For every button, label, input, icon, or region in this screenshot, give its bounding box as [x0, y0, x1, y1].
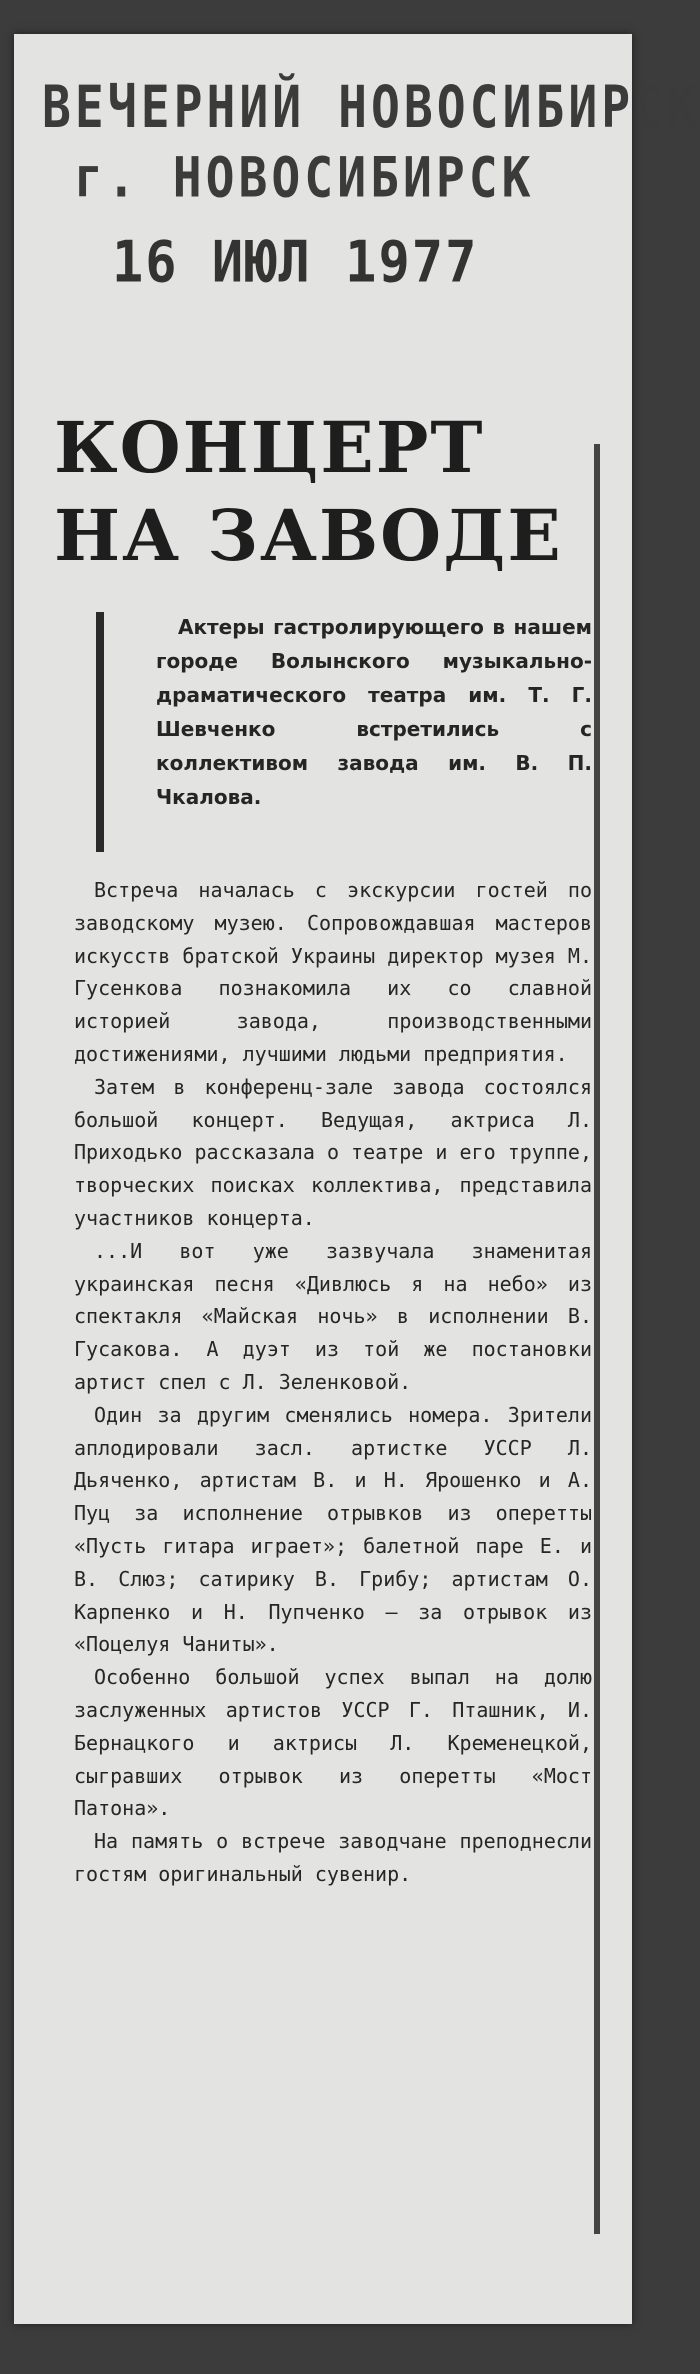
newspaper-clipping: [14, 34, 700, 2324]
body-paragraph: Один за другим сменялись номера. Зрители аплодировали засл. артистке УССР Л. Дьяченко, артистам В. и Н. Ярошенко и А. Пуц за исполнение отрывков из оперетты «Пусть гитара играет»; балетной паре Е. и В. Слюз; сатирику В. Грибу; артистам О. Карпенко и Н. Пупченко — за отрывок из «Поцелуя Чаниты».: [74, 1402, 592, 1657]
article-headline: [54, 404, 563, 580]
article-body: [74, 874, 592, 1891]
headline-line-2: НА ЗАВОДЕ: [54, 494, 563, 577]
headline-line-1: КОНЦЕРТ: [54, 406, 485, 489]
stamp-city: г. НОВОСИБИРСК: [74, 146, 535, 211]
article-lead: Актеры гастролирующего в нашем городе Волынского музыкально-драматического театра им. Т. Г. Шевченко встретились с коллективом завода им. В. П. Чкалова.: [156, 615, 592, 809]
body-paragraph: ...И вот уже зазвучала знаменитая украинская песня «Дивлюсь я на небо» из спектакля «Майская ночь» в исполнении В. Гусакова. А дуэт из той же постановки артист спел с Л. Зеленковой.: [74, 1238, 592, 1394]
body-paragraph: На память о встрече заводчане преподнесли гостям оригинальный сувенир.: [74, 1829, 592, 1886]
body-paragraph: Встреча началась с экскурсии гостей по заводскому музею. Сопровождавшая мастеров искусств братской Украины директор музея М. Гусенкова познакомила их со славной историей завода, производственными достижениями, лучшими людьми предприятия.: [74, 878, 592, 1066]
stamp-newspaper-name: ВЕЧЕРНИЙ НОВОСИБИРСК: [42, 74, 700, 142]
stamp-date: 16 ИЮЛ 1977: [112, 230, 479, 296]
body-paragraph: Затем в конференц-зале завода состоялся большой концерт. Ведущая, актриса Л. Приходько рассказала о театре и его труппе, творческих поисках коллектива, представила участников концерта.: [74, 1074, 592, 1230]
column-rule: [594, 444, 600, 2234]
lead-bar: [96, 612, 104, 852]
body-paragraph: Особенно большой успех выпал на долю заслуженных артистов УССР Г. Пташник, И. Бернацкого и актрисы Л. Кременецкой, сыгравших отрывок из оперетты «Мост Патона».: [74, 1665, 592, 1821]
